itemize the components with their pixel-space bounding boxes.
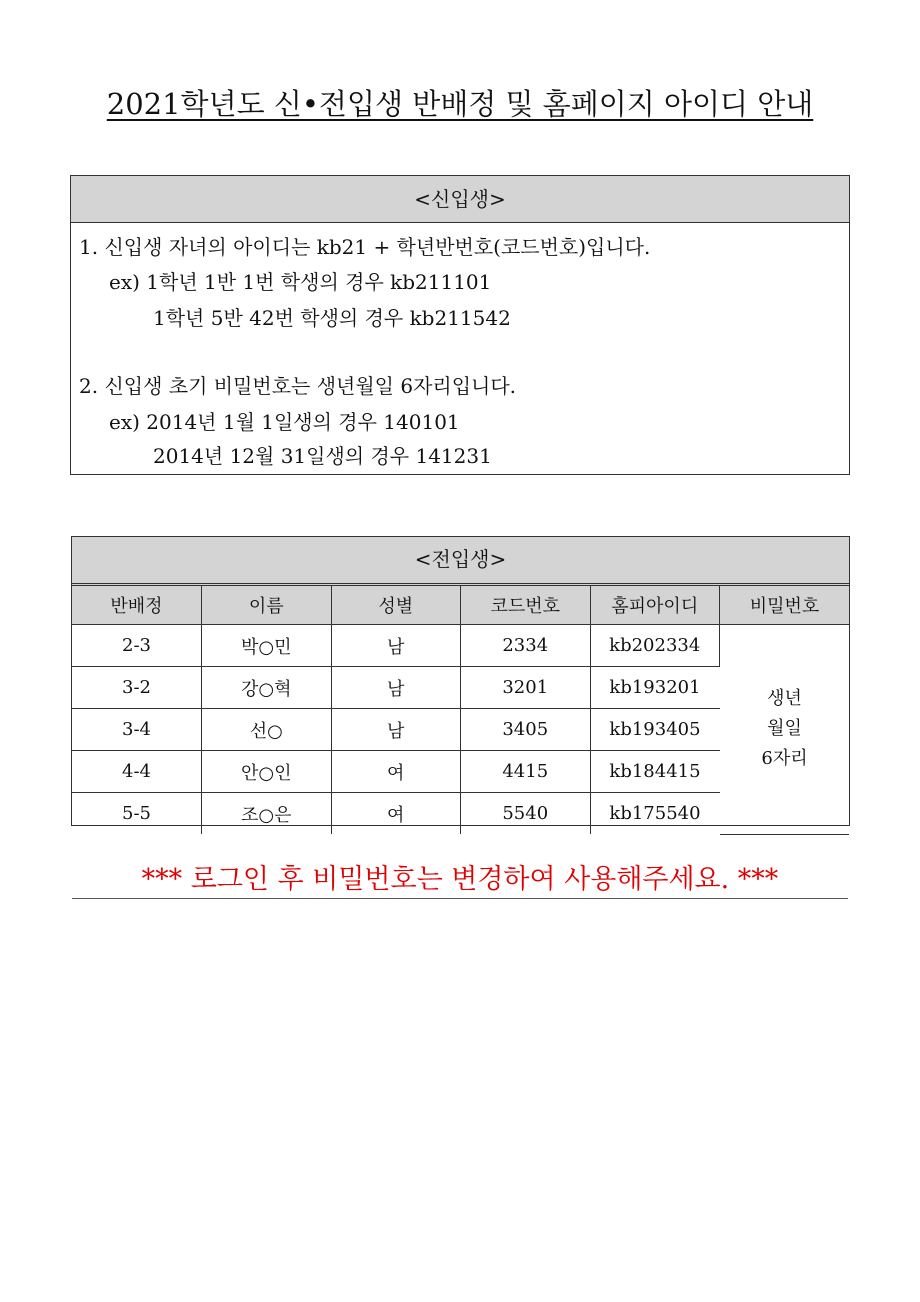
cell-code: 2334 — [461, 625, 591, 667]
cell-code: 3405 — [461, 709, 591, 751]
cell-class: 4-4 — [72, 751, 202, 793]
column-header: 이름 — [202, 586, 332, 625]
new-students-header: <신입생> — [71, 176, 849, 223]
cell-code: 4415 — [461, 751, 591, 793]
column-header: 성별 — [331, 586, 461, 625]
page-title — [0, 84, 920, 124]
new-students-line: 2014년 12월 31일생의 경우 141231 — [153, 444, 492, 468]
page-title-text: 2021학년도 신•전입생 반배정 및 홈페이지 아이디 안내 — [106, 87, 814, 121]
cell-class: 2-3 — [72, 625, 202, 667]
cell-gender: 여 — [331, 751, 461, 793]
password-change-warning: *** 로그인 후 비밀번호는 변경하여 사용해주세요. *** — [72, 862, 848, 899]
password-note — [720, 625, 850, 835]
column-header: 반배정 — [72, 586, 202, 625]
new-students-line: 2. 신입생 초기 비밀번호는 생년월일 6자리입니다. — [79, 374, 517, 398]
cell-class: 3-2 — [72, 667, 202, 709]
cell-gender: 남 — [331, 625, 461, 667]
table-row — [72, 625, 849, 667]
password-note-line: 생년 — [767, 688, 802, 710]
new-students-box — [70, 175, 850, 475]
cell-gender: 남 — [331, 709, 461, 751]
password-note-line: 월일 — [767, 718, 802, 740]
table-header-row — [72, 586, 849, 625]
new-students-line: 1. 신입생 자녀의 아이디는 kb21 + 학년반번호(코드번호)입니다. — [79, 235, 651, 259]
cell-class: 3-4 — [72, 709, 202, 751]
cell-name: 선○ — [202, 709, 332, 751]
password-note-line: 6자리 — [761, 748, 808, 770]
cell-homepage-id: kb193405 — [590, 709, 720, 751]
cell-name: 조○은 — [202, 793, 332, 835]
new-students-line: ex) 2014년 1월 1일생의 경우 140101 — [109, 410, 460, 434]
cell-gender: 남 — [331, 667, 461, 709]
cell-name: 박○민 — [202, 625, 332, 667]
cell-homepage-id: kb202334 — [590, 625, 720, 667]
transfer-students-table — [72, 586, 849, 835]
transfer-students-header: <전입생> — [72, 537, 849, 586]
cell-name: 강○혁 — [202, 667, 332, 709]
column-header: 홈피아이디 — [590, 586, 720, 625]
cell-homepage-id: kb184415 — [590, 751, 720, 793]
cell-homepage-id: kb193201 — [590, 667, 720, 709]
new-students-line: ex) 1학년 1반 1번 학생의 경우 kb211101 — [109, 270, 492, 294]
cell-code: 3201 — [461, 667, 591, 709]
cell-class: 5-5 — [72, 793, 202, 835]
cell-name: 안○인 — [202, 751, 332, 793]
cell-homepage-id: kb175540 — [609, 803, 701, 824]
column-header: 비밀번호 — [720, 586, 850, 625]
cell-gender: 여 — [331, 793, 461, 835]
new-students-line: 1학년 5반 42번 학생의 경우 kb211542 — [153, 306, 511, 330]
column-header: 코드번호 — [461, 586, 591, 625]
transfer-students-box — [71, 536, 850, 826]
cell-code: 5540 — [461, 793, 591, 835]
